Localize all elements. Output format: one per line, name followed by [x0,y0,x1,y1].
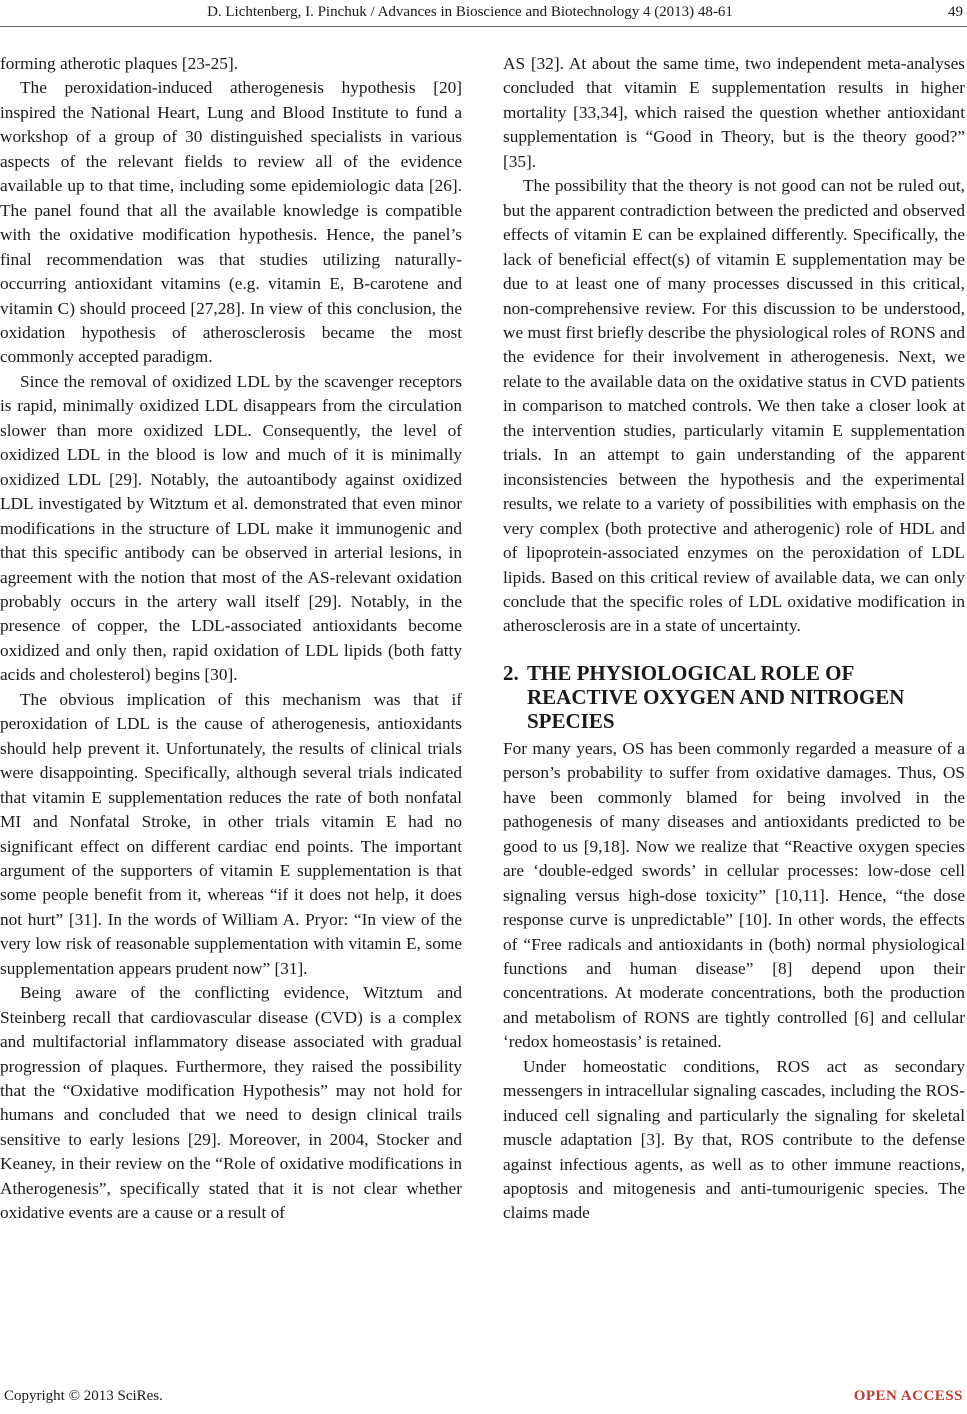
paragraph: Since the removal of oxidized LDL by the scavenger receptors is rapid, minimally oxidized LDL disappears from the circulation slower than more oxidized LDL. Consequently, the level of oxidized LDL in the blood is low and much of it is minimally oxidized LDL [29]. Notably, the autoantibody against oxidized LDL investigated by Witztum et al. demonstrated that even minor modifications in the structure of LDL make it immunogenic and that this specific antibody can be observed in arterial lesions, in agreement with the notion that most of the AS-relevant oxidation probably occurs in the artery wall itself [29]. Notably, in the presence of copper, the LDL-associated antioxidants become oxidized and only then, rapid oxidation of LDL lipids (both fatty acids and cholesterol) begins [30]. [0,371,462,685]
section-heading [503,661,965,733]
paragraph: The peroxidation-induced atherogenesis hypothesis [20] inspired the National Heart, Lung and Blood Institute to fund a workshop of a group of 30 distinguished specialists in various aspects of the relevant fields to review all of the evidence available up to that time, including some epidemiologic data [26]. The panel found that all the available knowledge is compatible with the oxidative modification hypothesis. Hence, the panel’s final recommendation was that studies utilizing naturally-occurring antioxidant vitamins (e.g. vitamin E, B-carotene and vitamin C) should proceed [27,28]. In view of this conclusion, the oxidation hypothesis of atherosclerosis became the most commonly accepted paradigm. [0,78,462,367]
paragraph: Under homeostatic conditions, ROS act as secondary messengers in intracellular signaling cascades, including the ROS-induced cell signaling and particularly the signaling for skeletal muscle adaptation [3]. By that, ROS contribute to the defense against infectious agents, as well as to other immune reactions, apoptosis and mitogenesis and anti-tumourigenic species. The claims made [503,1056,965,1223]
right-column [503,52,965,1226]
page-number: 49 [948,4,963,20]
open-access-label: OPEN ACCESS [853,1388,963,1404]
left-column [0,52,462,1226]
section-title: THE PHYSIOLOGICAL ROLE OF REACTIVE OXYGEN AND NITROGEN SPECIES [527,660,905,733]
paragraph: The obvious implication of this mechanism was that if peroxidation of LDL is the cause of atherogenesis, antioxidants should help prevent it. Unfortunately, the results of clinical trials were disappointing. Specifically, although several trials indicated that vitamin E supplementation reduces the rate of both nonfatal MI and Nonfatal Stroke, in other trials vitamin E had no significant effect on different cardiac end points. The important argument of the supporters of vitamin E supplementation is that some people benefit from it, whereas “if it does not help, it does not hurt” [31]. In the words of William A. Pryor: “In view of the very low risk of reasonable supplementation with vitamin E, some supplementation appears prudent now” [31]. [0,689,462,978]
copyright-notice: Copyright © 2013 SciRes. [4,1388,163,1404]
page-footer [0,1374,967,1414]
header-divider [0,26,967,27]
paragraph: Being aware of the conflicting evidence, Witztum and Steinberg recall that cardiovascular disease (CVD) is a complex and multifactorial inflammatory disease associated with gradual progression of plaques. Furthermore, they raised the possibility that the “Oxidative modification Hypothesis” may not hold for humans and concluded that we need to design clinical trails sensitive to early lesions [29]. Moreover, in 2004, Stocker and Keaney, in their review on the “Role of oxidative modifications in Atherogenesis”, specifically stated that it is not clear whether oxidative events are a cause or a result of [0,983,462,1223]
paragraph: For many years, OS has been commonly regarded a measure of a person’s probability to suffer from oxidative damages. Thus, OS have been commonly blamed for being involved in the pathogenesis of many diseases and antioxidants predicted to be good to us [9,18]. Now we realize that “Reactive oxygen species are ‘double-edged swords’ in cellular processes: low-dose cell signaling versus high-dose toxicity” [10,11]. Hence, “the dose response curve is unpredictable” [10]. In other words, the effects of “Free radicals and antioxidants in (both) normal physiological functions and human disease” [8] depend upon their concentrations. At moderate concentrations, both the production and metabolism of RONS are tightly controlled [6] and cellular ‘redox homeostasis’ is retained. [503,738,965,1052]
paragraph: forming atherotic plaques [23-25]. [0,54,239,73]
running-title: D. Lichtenberg, I. Pinchuk / Advances in Bioscience and Biotechnology 4 (2013) 48-61 [207,4,733,20]
paragraph: The possibility that the theory is not good can not be ruled out, but the apparent contradiction between the predicted and observed effects of vitamin E can be explained differently. Specifically, the lack of beneficial effect(s) of vitamin E supplementation may be due to at least one of many processes discussed in this critical, non-comprehensive review. For this discussion to be understood, we must first briefly describe the physiological roles of RONS and the evidence for their involvement in atherogenesis. Next, we relate to the available data on the oxidative status in CVD patients in comparison to matched controls. We then take a closer look at the intervention studies, particularly vitamin E supplementation trials. In an attempt to gain understanding of the apparent inconsistencies between the hypothesis and the experimental results, we relate to a variety of possibilities with emphasis on the very complex (both protective and atherogenic) role of HDL and of lipoprotein-associated enzymes on the peroxidation of LDL lipids. Based on this critical review of available data, we can only conclude that the specific roles of LDL oxidative modification in atherosclerosis are in a state of uncertainty. [503,176,965,636]
paragraph: AS [32]. At about the same time, two independent meta-analyses concluded that vitamin E supplementation results in higher mortality [33,34], which raised the question whether antioxidant supplementation is “Good in Theory, but is the theory good?” [35]. [503,54,965,171]
page-header [0,0,967,40]
section-number: 2. [503,660,519,685]
